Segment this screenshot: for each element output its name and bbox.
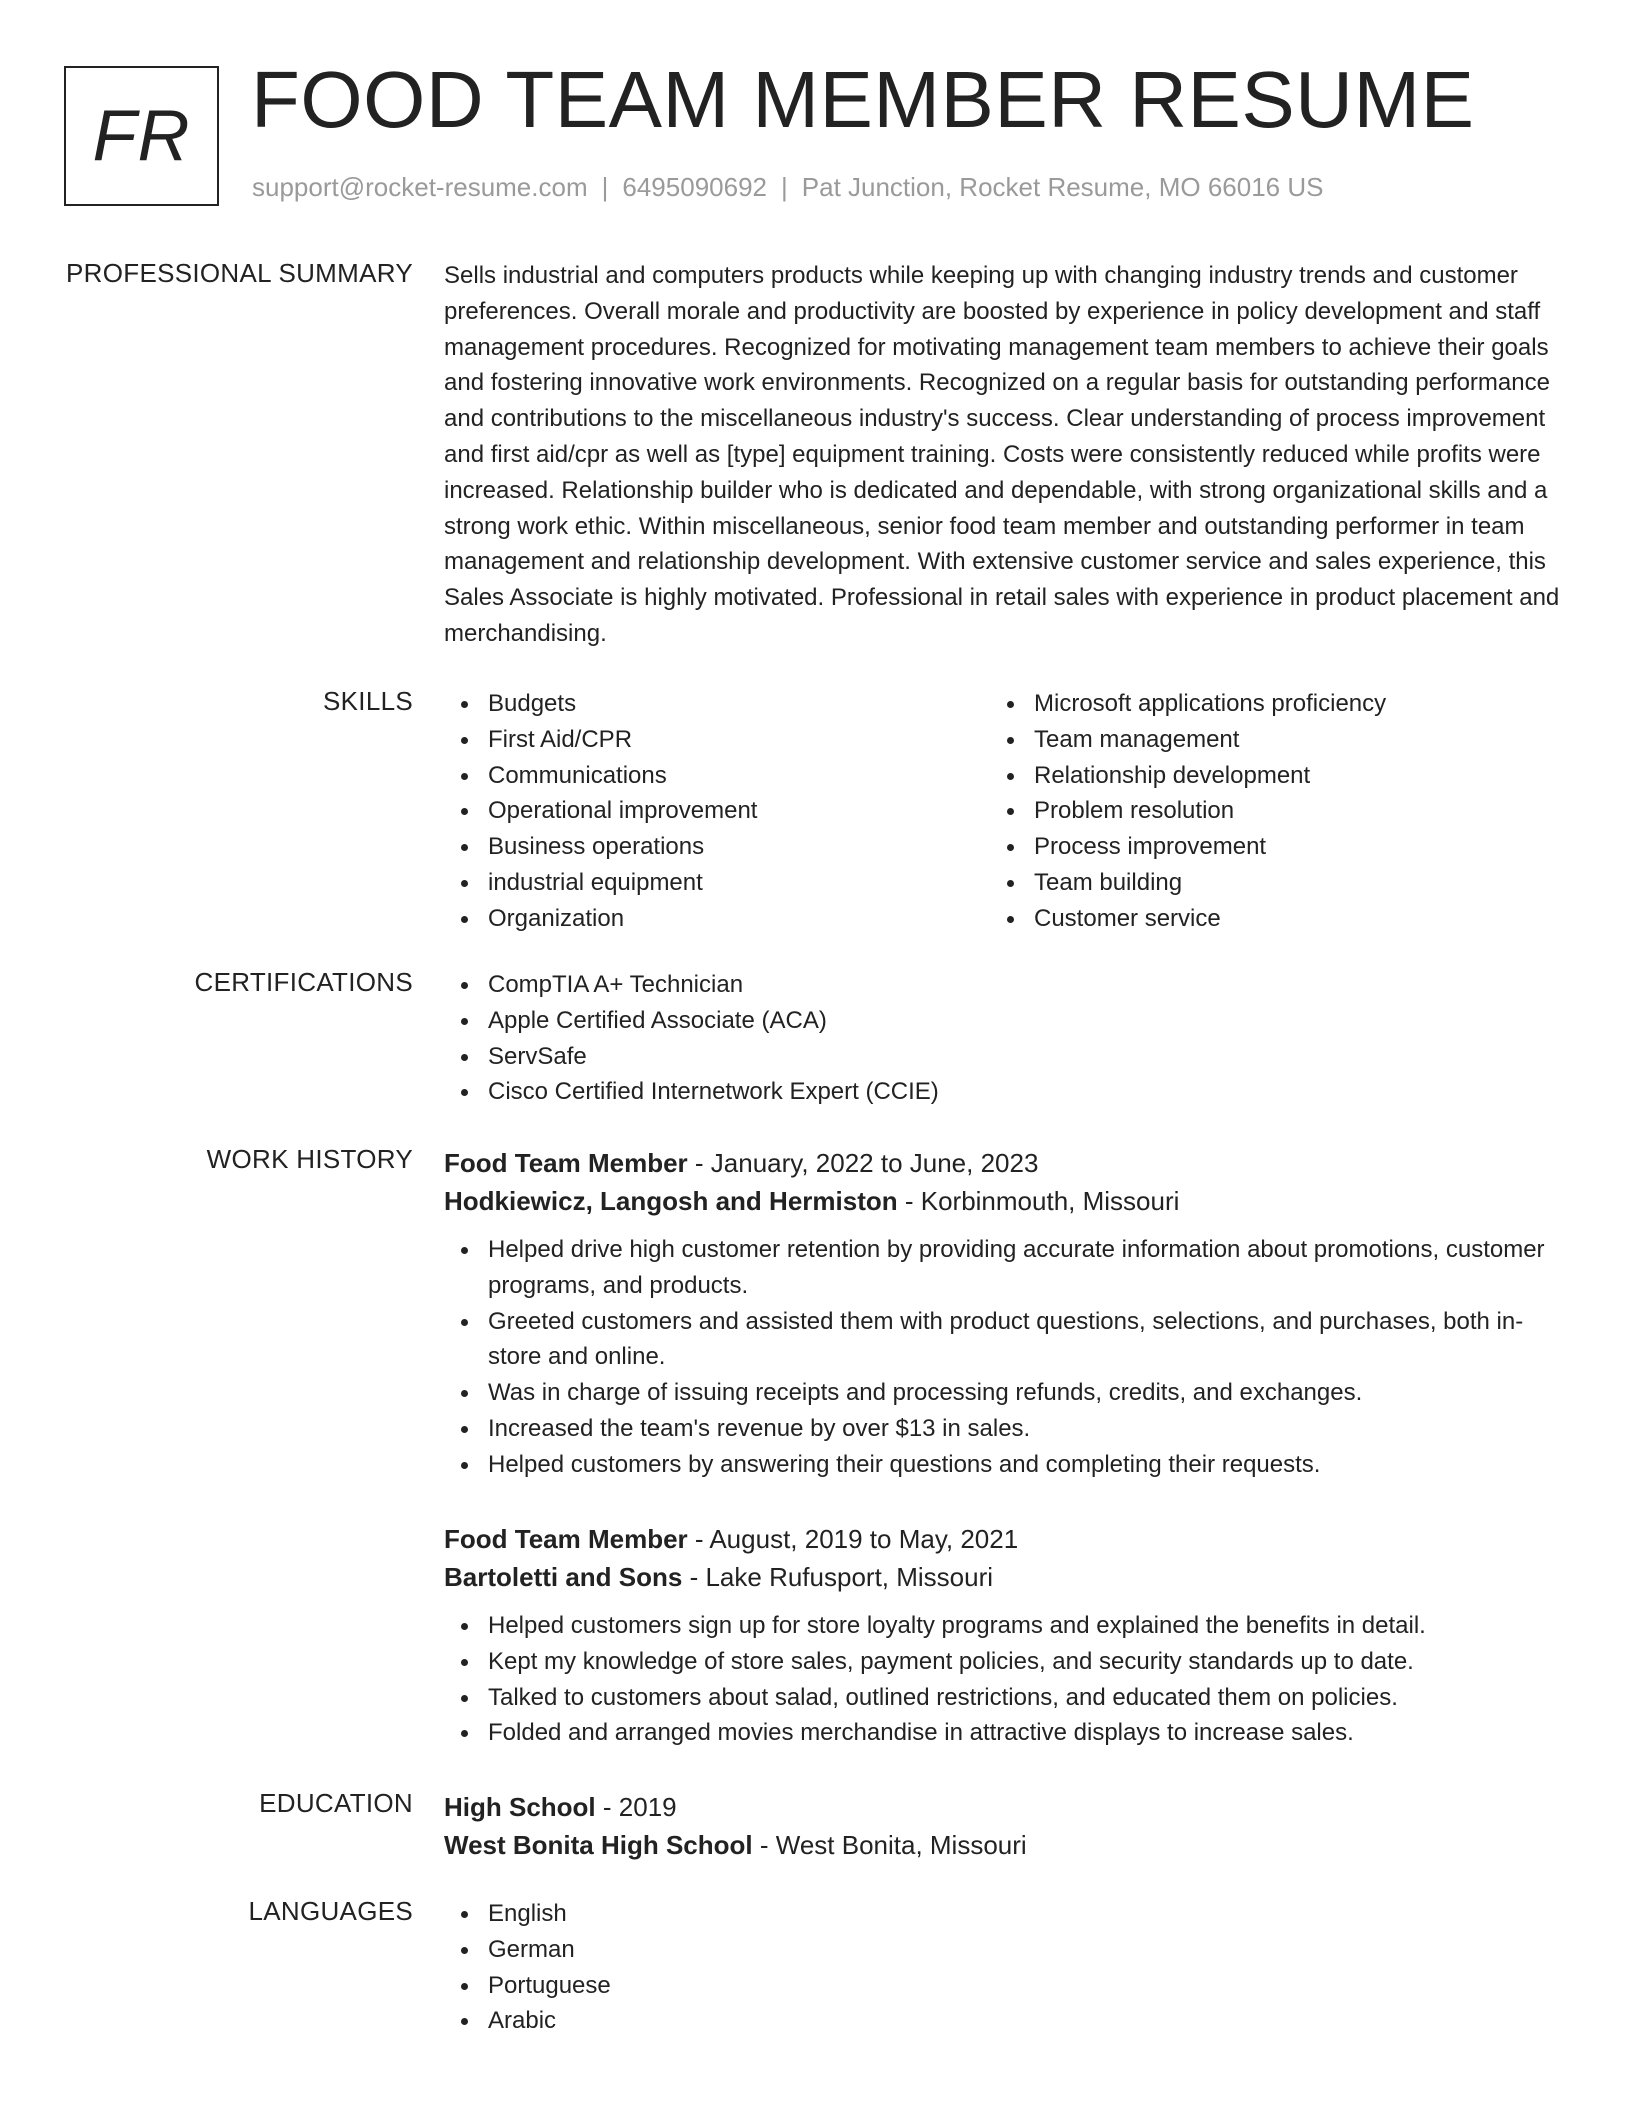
skill-item: Microsoft applications proficiency (990, 686, 1536, 722)
skill-item: Team management (990, 722, 1536, 758)
skill-item: Business operations (444, 829, 990, 865)
job-company: Bartoletti and Sons (444, 1562, 683, 1592)
contact-separator: | (601, 172, 609, 202)
education-heading: EDUCATION (259, 1788, 413, 1818)
job-company-line (444, 1558, 1564, 1596)
job-entry (444, 1520, 1564, 1751)
skills-heading: SKILLS (323, 686, 413, 716)
summary-heading: PROFESSIONAL SUMMARY (66, 258, 413, 288)
job-company: Hodkiewicz, Langosh and Hermiston (444, 1186, 898, 1216)
education-location: - West Bonita, Missouri (752, 1830, 1027, 1860)
education-entry (444, 1788, 1564, 1864)
job-entry (444, 1144, 1564, 1483)
languages-list (444, 1896, 1564, 2039)
job-duty: Folded and arranged movies merchandise in attractive displays to increase sales. (444, 1715, 1564, 1751)
education-school: West Bonita High School (444, 1830, 753, 1860)
skill-item: Problem resolution (990, 793, 1536, 829)
job-duty: Helped customers by answering their questions and completing their requests. (444, 1447, 1564, 1483)
job-duties-list (444, 1608, 1564, 1751)
job-company-line (444, 1182, 1564, 1220)
contact-line (252, 172, 1323, 203)
skills-list-right (990, 686, 1536, 937)
job-title: Food Team Member (444, 1148, 688, 1178)
education-degree: High School (444, 1792, 596, 1822)
certification-item: Cisco Certified Internetwork Expert (CCIE) (444, 1074, 1564, 1110)
job-dates: - January, 2022 to June, 2023 (687, 1148, 1039, 1178)
job-location: - Lake Rufusport, Missouri (682, 1562, 994, 1592)
job-title-line (444, 1520, 1564, 1558)
job-duty: Helped customers sign up for store loyalty programs and explained the benefits in detail. (444, 1608, 1564, 1644)
job-location: - Korbinmouth, Missouri (897, 1186, 1180, 1216)
certification-item: ServSafe (444, 1039, 1564, 1075)
contact-email[interactable]: support@rocket-resume.com (252, 172, 588, 202)
skill-item: Process improvement (990, 829, 1536, 865)
job-title-line (444, 1144, 1564, 1182)
contact-address: Pat Junction, Rocket Resume, MO 66016 US (801, 172, 1324, 202)
job-dates: - August, 2019 to May, 2021 (687, 1524, 1019, 1554)
language-item: Arabic (444, 2003, 1564, 2039)
language-item: English (444, 1896, 1564, 1932)
job-duty: Talked to customers about salad, outlined restrictions, and educated them on policies. (444, 1680, 1564, 1716)
skill-item: Team building (990, 865, 1536, 901)
languages-heading: LANGUAGES (248, 1896, 413, 1926)
education-year: - 2019 (595, 1792, 677, 1822)
certifications-list (444, 967, 1564, 1110)
job-duties-list (444, 1232, 1564, 1483)
language-item: German (444, 1932, 1564, 1968)
skills-list-left (444, 686, 990, 937)
certification-item: CompTIA A+ Technician (444, 967, 1564, 1003)
skill-item: Operational improvement (444, 793, 990, 829)
page-title: FOOD TEAM MEMBER RESUME (251, 55, 1475, 144)
job-duty: Was in charge of issuing receipts and processing refunds, credits, and exchanges. (444, 1375, 1564, 1411)
certifications-heading: CERTIFICATIONS (194, 967, 413, 997)
job-duty: Greeted customers and assisted them with product questions, selections, and purchases, both in-store and online. (444, 1304, 1564, 1376)
job-duty: Kept my knowledge of store sales, payment policies, and security standards up to date. (444, 1644, 1564, 1680)
job-title: Food Team Member (444, 1524, 688, 1554)
summary-text: Sells industrial and computers products while keeping up with changing industry trends and customer preferences. Overall morale and productivity are boosted by experience in policy development and staff management procedures. Recognized for motivating management team members to achieve their goals and fostering innovative work environments. Recognized on a regular basis for outstanding performance and contributions to the miscellaneous industry's success. Clear understanding of process improvement and first aid/cpr as well as [type] equipment training. Costs were consistently reduced while profits were increased. Relationship builder who is dedicated and dependable, with strong organizational skills and a strong work ethic. Within miscellaneous, senior food team member and outstanding performer in team management and relationship development. With extensive customer service and sales experience, this Sales Associate is highly motivated. Professional in retail sales with experience in product placement and merchandising. (444, 262, 1560, 647)
skill-item: Relationship development (990, 758, 1536, 794)
contact-separator: | (781, 172, 788, 202)
skill-item: industrial equipment (444, 865, 990, 901)
skill-item: Organization (444, 901, 990, 937)
skill-item: Communications (444, 758, 990, 794)
skills-grid (444, 686, 1564, 937)
skill-item: First Aid/CPR (444, 722, 990, 758)
job-duty: Increased the team's revenue by over $13 in sales. (444, 1411, 1564, 1447)
contact-phone[interactable]: 6495090692 (622, 172, 767, 202)
education-school-line (444, 1826, 1564, 1864)
work-history-heading: WORK HISTORY (206, 1144, 413, 1174)
monogram-logo: FR (64, 66, 219, 206)
certification-item: Apple Certified Associate (ACA) (444, 1003, 1564, 1039)
skill-item: Customer service (990, 901, 1536, 937)
skill-item: Budgets (444, 686, 990, 722)
language-item: Portuguese (444, 1968, 1564, 2004)
job-duty: Helped drive high customer retention by providing accurate information about promotions, customer programs, and products. (444, 1232, 1564, 1304)
education-degree-line (444, 1788, 1564, 1826)
